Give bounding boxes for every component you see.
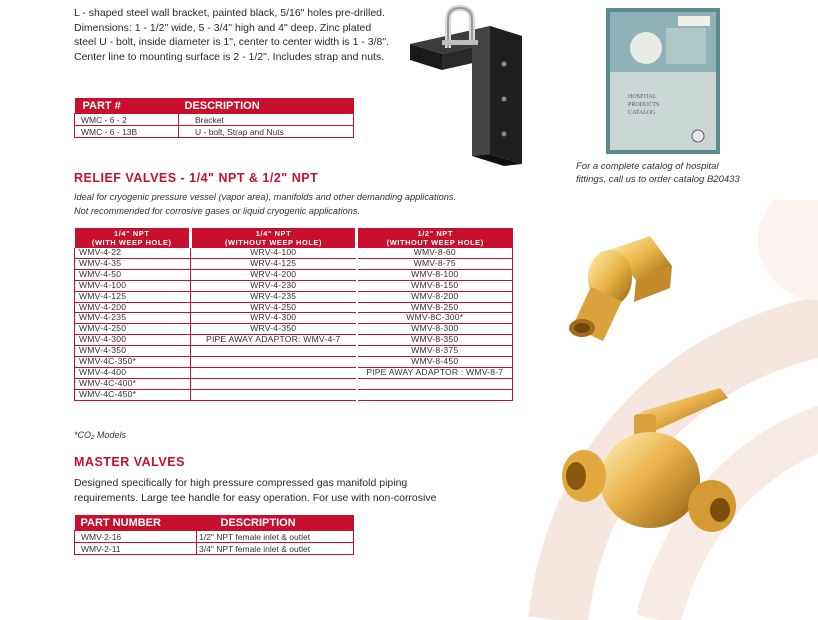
- relief-table-row: [75, 269, 513, 280]
- relief-table-row: [75, 357, 513, 368]
- part-number-header: PART NUMBER: [75, 515, 197, 531]
- relief-cell: WMV-4C-450*: [75, 389, 191, 400]
- master-description-line-2: requirements. Large tee handle for easy operation. For use with non-corrosive: [74, 491, 437, 504]
- master-valve-image: [560, 388, 745, 548]
- relief-cell: WMV-4-235: [75, 313, 191, 324]
- relief-cell: WMV-8-75: [357, 258, 513, 269]
- table-row: [75, 126, 354, 138]
- relief-table-row: [75, 291, 513, 302]
- catalog-caption-line-1: For a complete catalog of hospital: [576, 161, 719, 172]
- part-number: WMV-2-11: [75, 543, 197, 555]
- part-number: WMC - 6 - 2: [75, 114, 179, 126]
- relief-table-row: [75, 335, 513, 346]
- relief-cell: WRV-4-230: [191, 280, 357, 291]
- relief-cell: [357, 389, 513, 400]
- relief-valve-image: [560, 236, 680, 348]
- catalog-cover-image: [606, 8, 720, 154]
- relief-cell: WRV-4-100: [191, 248, 357, 258]
- relief-cell: [191, 389, 357, 400]
- relief-subtitle-line-2: Not recommended for corrosive gases or liquid cryogenic applications.: [74, 205, 360, 216]
- relief-cell: WMV-4-200: [75, 302, 191, 313]
- relief-cell: WMV-4-35: [75, 258, 191, 269]
- relief-table-row: [75, 389, 513, 400]
- part-number: WMC - 6 - 13B: [75, 126, 179, 138]
- relief-cell: WRV-4-200: [191, 269, 357, 280]
- relief-cell: [191, 357, 357, 368]
- relief-cell: WMV-8-450: [357, 357, 513, 368]
- relief-cell: WMV-8-200: [357, 291, 513, 302]
- relief-valves-table: [74, 228, 513, 401]
- relief-cell: [191, 346, 357, 357]
- relief-cell: WMV-4-250: [75, 324, 191, 335]
- relief-cell: [191, 378, 357, 389]
- relief-cell: WMV-8C-300*: [357, 313, 513, 324]
- table-row: [75, 531, 354, 543]
- part-description: U - bolt, Strap and Nuts: [179, 126, 354, 138]
- part-description: 1/2" NPT female inlet & outlet: [197, 531, 354, 543]
- part-number: WMV-2-16: [75, 531, 197, 543]
- relief-table-row: [75, 258, 513, 269]
- relief-cell: WMV-8-300: [357, 324, 513, 335]
- relief-table-row: [75, 378, 513, 389]
- relief-cell: WMV-8-100: [357, 269, 513, 280]
- table-row: [75, 114, 354, 126]
- relief-cell: WRV-4-250: [191, 302, 357, 313]
- master-valves-description: [74, 476, 494, 505]
- relief-cell: WRV-4-125: [191, 258, 357, 269]
- master-valves-table: [74, 515, 354, 555]
- relief-cell: WMV-4-125: [75, 291, 191, 302]
- co2-footnote: *CO₂ Models: [74, 430, 126, 440]
- relief-table-row: [75, 346, 513, 357]
- svg-text:PRODUCTS: PRODUCTS: [628, 102, 660, 108]
- wall-bracket-image: [400, 4, 540, 166]
- part-header: PART #: [75, 98, 179, 114]
- bracket-description: L - shaped steel wall bracket, painted black, 5/16" holes pre-drilled. Dimensions: 1 - 1/2" wide, 5 - 3/4" high and 4" deep. Zinc plated steel U - bolt, inside diameter is 1", center to center width is 1 - 3/8". Center line to mounting surface is 2 - 1/2". Includes strap and nuts.: [74, 7, 390, 63]
- relief-cell: WMV-4-350: [75, 346, 191, 357]
- part-description: 3/4" NPT female inlet & outlet: [197, 543, 354, 555]
- relief-table-row: [75, 324, 513, 335]
- relief-cell: PIPE AWAY ADAPTOR : WMV-8-7: [357, 367, 513, 378]
- description-header: DESCRIPTION: [197, 515, 354, 531]
- relief-table-row: [75, 280, 513, 291]
- relief-cell: WMV-4-300: [75, 335, 191, 346]
- relief-cell: WMV-8-60: [357, 248, 513, 258]
- relief-cell: WMV-8-250: [357, 302, 513, 313]
- column-header-without-weep-hole-half: 1/2" NPT (WITHOUT WEEP HOLE): [357, 228, 513, 248]
- relief-cell: WMV-8-350: [357, 335, 513, 346]
- relief-table-row: [75, 313, 513, 324]
- catalog-caption-line-2: fittings, call us to order catalog B20433: [576, 174, 740, 185]
- column-header-without-weep-hole-quarter: 1/4" NPT (WITHOUT WEEP HOLE): [191, 228, 357, 248]
- relief-cell: PIPE AWAY ADAPTOR: WMV-4-7: [191, 335, 357, 346]
- bracket-parts-table: [74, 98, 354, 138]
- column-header-with-weep-hole: 1/4" NPT (WITH WEEP HOLE): [75, 228, 191, 248]
- relief-cell: WMV-4C-350*: [75, 357, 191, 368]
- relief-cell: WMV-8-375: [357, 346, 513, 357]
- relief-table-row: [75, 367, 513, 378]
- relief-cell: WMV-8-150: [357, 280, 513, 291]
- relief-cell: WMV-4-22: [75, 248, 191, 258]
- master-valves-title: MASTER VALVES: [74, 455, 185, 469]
- relief-valves-subtitle: [74, 191, 514, 218]
- relief-cell: WMV-4-50: [75, 269, 191, 280]
- relief-cell: WRV-4-300: [191, 313, 357, 324]
- relief-cell: [357, 378, 513, 389]
- relief-table-row: [75, 248, 513, 258]
- table-row: [75, 543, 354, 555]
- relief-valves-title: RELIEF VALVES - 1/4" NPT & 1/2" NPT: [74, 171, 319, 185]
- relief-table-row: [75, 302, 513, 313]
- part-description: Bracket: [179, 114, 354, 126]
- relief-cell: [191, 367, 357, 378]
- description-header: DESCRIPTION: [179, 98, 354, 114]
- svg-text:CATALOG: CATALOG: [628, 110, 656, 116]
- svg-text:HOSPITAL: HOSPITAL: [628, 94, 657, 100]
- relief-subtitle-line-1: Ideal for cryogenic pressure vessel (vapor area), manifolds and other demanding applications.: [74, 192, 456, 202]
- master-description-line-1: Designed specifically for high pressure compressed gas manifold piping: [74, 477, 408, 489]
- relief-cell: WRV-4-350: [191, 324, 357, 335]
- relief-cell: WMV-4C-400*: [75, 378, 191, 389]
- relief-cell: WMV-4-100: [75, 280, 191, 291]
- relief-cell: WRV-4-235: [191, 291, 357, 302]
- relief-cell: WMV-4-400: [75, 367, 191, 378]
- catalog-caption: [576, 160, 796, 186]
